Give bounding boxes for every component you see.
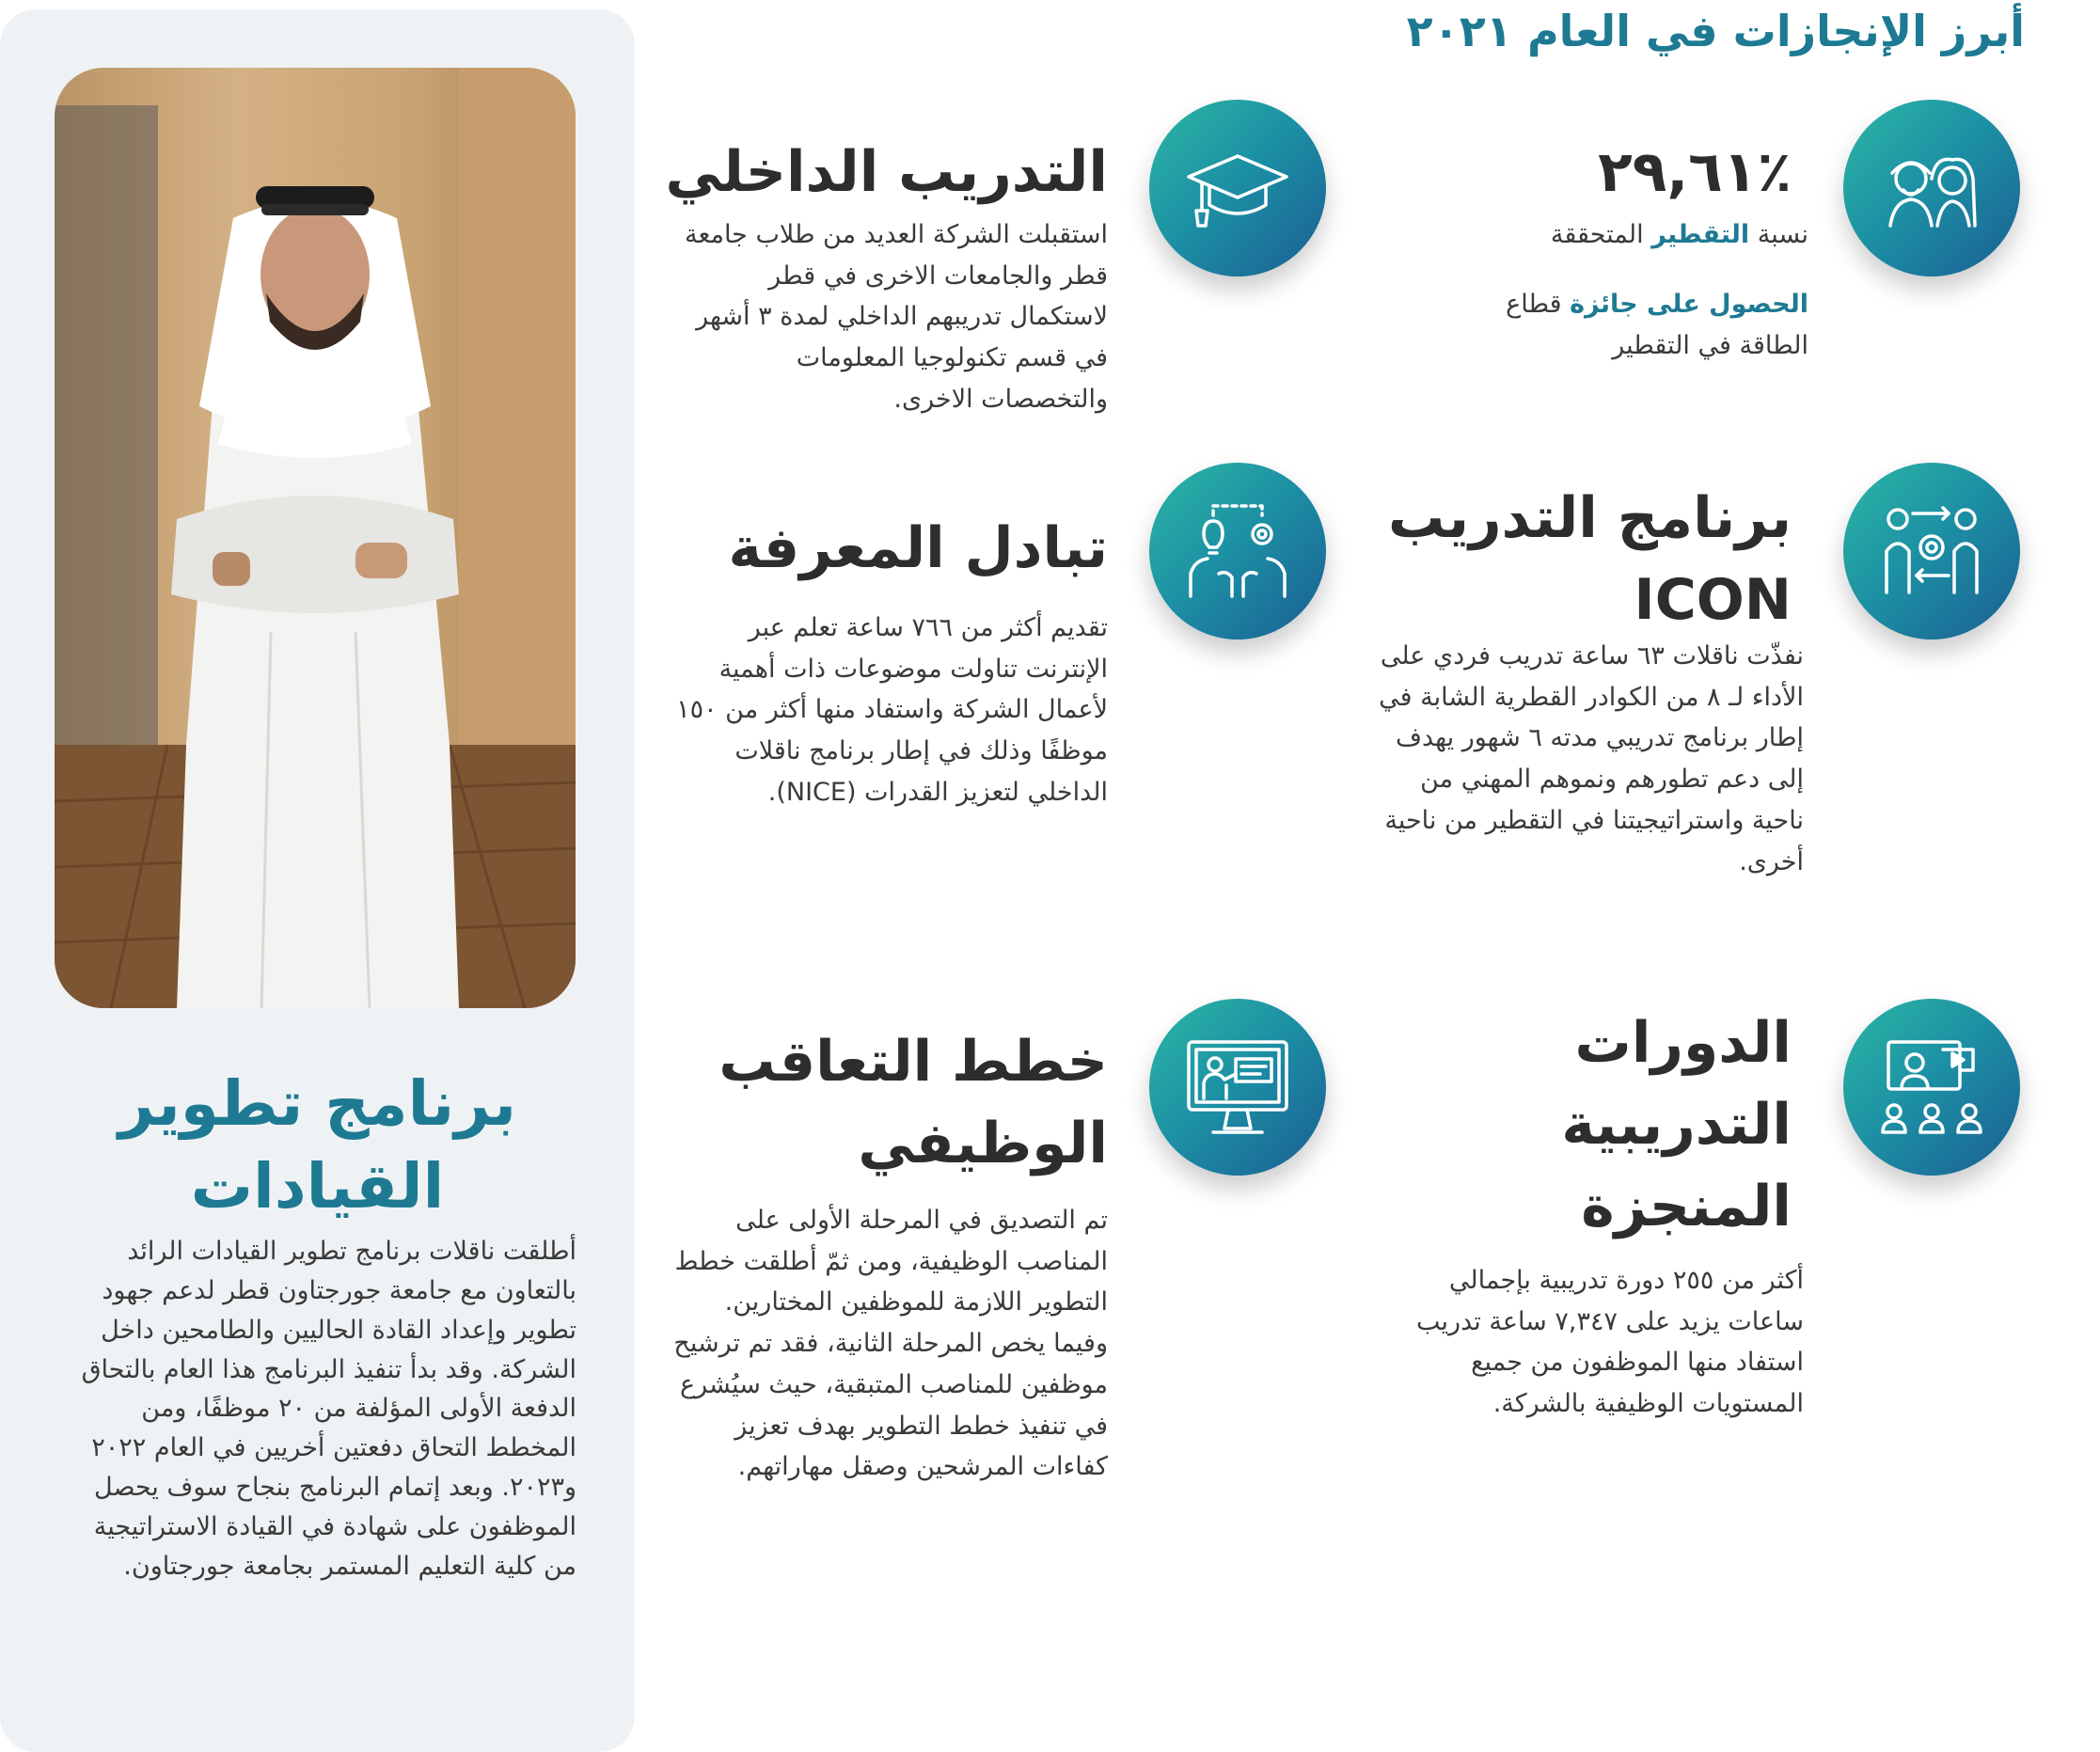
training-courses-title-line1: الدورات [1574,1010,1792,1076]
knowledge-exchange-icon-circle [1149,463,1326,639]
presentation-screen-icon [1181,1031,1294,1144]
succession-body: تم التصديق في المرحلة الأولى على المناصب الوظيفية، ومن ثمّ أطلقت خطط التطوير اللازمة للموظفين المختارين. وفيما يخص المرحلة الثانية، فقد تم ترشيح موظفين للمناصب المتبقية، حيث سيُشرع في تنفيذ خطط التطوير بهدف تعزيز كفاءات المرشحين وصقل مهاراتهم. [673,1206,1108,1482]
mentoring-icon [1875,495,1988,608]
icon-program-body: نفذّت ناقلات ٦٣ ساعة تدريب فردي على الأداء لـ ٨ من الكوادر القطرية الشابة في إطار برنامج تدريبي مدته ٦ شهور يهدف إلى دعم تطورهم ونموهم المهني من ناحية واستراتيجيتنا في التقطير من ناحية أخرى. [1379,641,1804,876]
page-title: أبرز الإنجازات في العام ٢٠٢١ [1406,6,2025,56]
icon-program-title [1321,478,1792,641]
training-courses-body: أكثر من ٢٥٥ دورة تدريبية بإجمالي ساعات يزيد على ٧,٣٤٧ ساعة تدريب استفاد منها الموظفون من جميع المستويات الوظيفية بالشركة. [1416,1266,1804,1419]
qatarization-pre: نسبة [1749,220,1808,249]
sidebar-title-line1: برنامج تطوير [118,1067,517,1140]
portrait-illustration [55,68,576,1008]
knowledge-exchange-body: تقديم أكثر من ٧٦٦ ساعة تعلم عبر الإنترنت تناولت موضوعات ذات أهمية لأعمال الشركة واستفاد منها أكثر من ١٥٠ موظفًا وذلك في إطار برنامج ناقلات الداخلي لتعزيز القدرات (NICE). [676,613,1108,807]
knowledge-exchange-icon [1181,495,1294,608]
icon-program-title-line1: برنامج التدريب [1387,485,1792,551]
award-accent: الحصول على جائزة [1570,290,1808,319]
training-courses-title-line3: المنجزة [1581,1174,1792,1239]
knowledge-exchange-title: تبادل المعرفة [728,515,1108,581]
training-courses-title [1397,1002,1792,1248]
sidebar-title-line2: القيادات [190,1149,445,1223]
award-text [1432,284,1808,366]
portrait-photo [55,68,576,1008]
succession-title [673,1021,1108,1185]
sidebar-body: أطلقت ناقلات برنامج تطوير القيادات الرائد بالتعاون مع جامعة جورجتاون قطر لدعم جهود تطوير وإعداد القادة الحاليين والطامحين داخل الشركة. وقد بدأ تنفيذ البرنامج هذا العام بالتحاق الدفعة الأولى المؤلفة من ٢٠ موظفًا، ومن المخطط التحاق دفعتين أخريين في العام ٢٠٢٢ و٢٠٢٣. وبعد إتمام البرنامج بنجاح سوف يحصل الموظفون على شهادة في القيادة الاستراتيجية من كلية التعليم المستمر بجامعة جورجتاون. [81,1237,576,1581]
presentation-screen-icon-circle [1149,999,1326,1176]
award-rest: قطاع الطاقة في التقطير [1506,290,1808,360]
training-courses-title-line2: التدريبية [1561,1092,1792,1158]
mentoring-icon-circle [1843,463,2020,639]
qatarization-accent: التقطير [1651,220,1750,249]
internal-training-body: استقبلت الشركة العديد من طلاب جامعة قطر والجامعات الاخرى في قطر لاستكمال تدريبهم الداخلي لمدة ٣ أشهر في قسم تكنولوجيا المعلومات والتخصصات الاخرى. [684,220,1108,414]
icon-program-title-line2: ICON [1634,567,1792,633]
graduation-cap-icon-circle [1149,100,1326,276]
video-training-icon [1875,1031,1988,1144]
qatarization-post: المتحققة [1550,220,1652,249]
internal-training-title: التدريب الداخلي [665,139,1108,205]
qatarization-stat: ٪٢٩,٦١ [1598,139,1792,205]
qatarization-line [1551,214,1808,256]
people-icon-circle [1843,100,2020,276]
succession-title-line2: الوظيفي [858,1111,1108,1176]
graduation-cap-icon [1181,132,1294,245]
video-training-icon-circle [1843,999,2020,1176]
sidebar-title [38,1063,597,1228]
people-icon [1875,132,1988,245]
succession-title-line1: خطط التعاقب [718,1029,1108,1095]
